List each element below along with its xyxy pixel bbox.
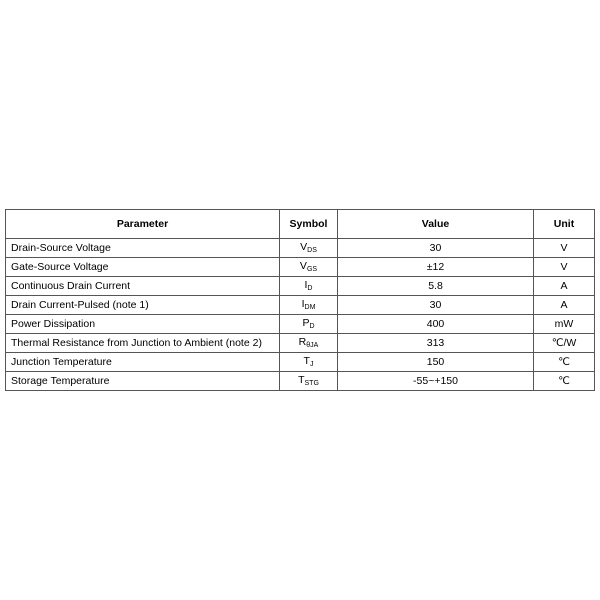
symbol-letter: T	[298, 374, 305, 386]
parameter-cell: Storage Temperature	[6, 372, 280, 391]
symbol-cell	[280, 315, 338, 334]
table-row	[6, 296, 595, 315]
table-row	[6, 315, 595, 334]
value-cell: 30	[338, 296, 534, 315]
symbol-cell	[280, 296, 338, 315]
value-cell: 313	[338, 334, 534, 353]
value-cell: -55~+150	[338, 372, 534, 391]
unit-cell: A	[534, 296, 595, 315]
symbol-letter: V	[299, 260, 307, 272]
symbol-letter: V	[300, 241, 308, 253]
unit-cell: mW	[534, 315, 595, 334]
unit-cell: ℃	[534, 353, 595, 372]
symbol-cell	[280, 353, 338, 372]
table-row	[6, 372, 595, 391]
value-cell: 150	[338, 353, 534, 372]
value-cell: 400	[338, 315, 534, 334]
symbol-subscript: STG	[304, 380, 319, 387]
unit-cell: ℃/W	[534, 334, 595, 353]
value-cell: ±12	[338, 258, 534, 277]
symbol-letter: T	[303, 355, 310, 367]
symbol-cell	[280, 239, 338, 258]
symbol-cell	[280, 372, 338, 391]
table-row	[6, 239, 595, 258]
symbol-cell	[280, 258, 338, 277]
value-cell: 5.8	[338, 277, 534, 296]
unit-cell: V	[534, 258, 595, 277]
symbol-cell	[280, 277, 338, 296]
header-parameter: Parameter	[6, 210, 280, 239]
parameter-cell: Thermal Resistance from Junction to Ambient (note 2)	[6, 334, 280, 353]
unit-cell: V	[534, 239, 595, 258]
parameter-cell: Power Dissipation	[6, 315, 280, 334]
table-header-row	[6, 210, 595, 239]
table-row	[6, 353, 595, 372]
absolute-max-ratings-table	[5, 209, 595, 391]
symbol-subscript: J	[309, 361, 314, 368]
symbol-letter: I	[301, 298, 305, 310]
symbol-subscript: DS	[307, 247, 317, 254]
symbol-letter: I	[304, 279, 308, 291]
symbol-letter: R	[298, 336, 307, 348]
parameter-cell: Drain-Source Voltage	[6, 239, 280, 258]
parameter-cell: Drain Current-Pulsed (note 1)	[6, 296, 280, 315]
parameter-cell: Junction Temperature	[6, 353, 280, 372]
unit-cell: A	[534, 277, 595, 296]
table-row	[6, 258, 595, 277]
symbol-subscript: D	[309, 323, 315, 330]
table-row	[6, 277, 595, 296]
symbol-letter: P	[302, 317, 310, 329]
symbol-subscript: DM	[304, 304, 316, 311]
symbol-subscript: GS	[306, 266, 318, 273]
parameter-cell: Continuous Drain Current	[6, 277, 280, 296]
header-value: Value	[338, 210, 534, 239]
parameter-cell: Gate-Source Voltage	[6, 258, 280, 277]
symbol-subscript: θJA	[306, 342, 319, 349]
table-row	[6, 334, 595, 353]
unit-cell: ℃	[534, 372, 595, 391]
symbol-subscript: D	[307, 285, 313, 292]
header-unit: Unit	[534, 210, 595, 239]
header-symbol: Symbol	[280, 210, 338, 239]
symbol-cell	[280, 334, 338, 353]
value-cell: 30	[338, 239, 534, 258]
